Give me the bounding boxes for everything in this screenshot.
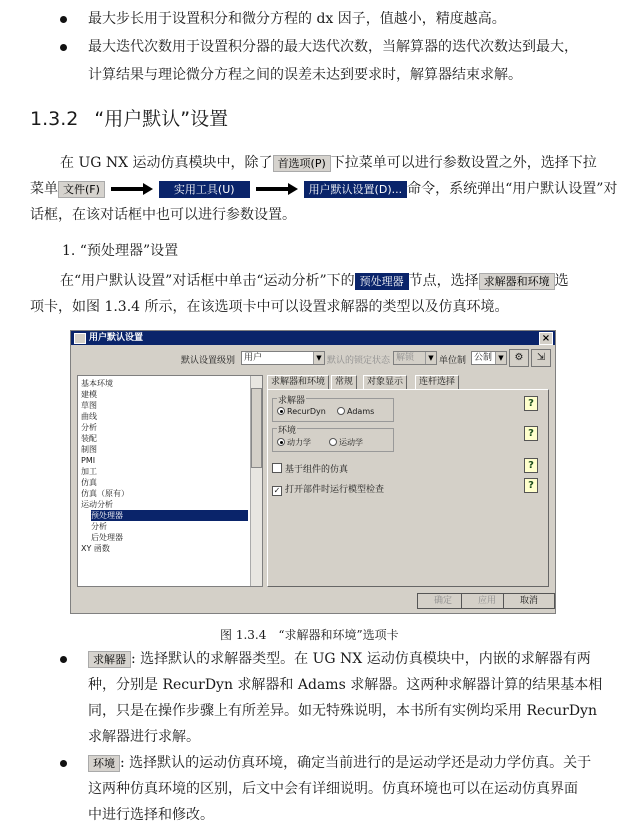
tree-item[interactable]: 分析 — [81, 423, 97, 432]
tree-item[interactable]: 装配 — [81, 434, 97, 443]
bullet-text: 环境 : 选择默认的运动仿真环境，确定当前进行的是运动学还是动力学仿真。关于 — [88, 754, 591, 772]
env-group — [272, 428, 394, 452]
help-icon[interactable]: ? — [524, 478, 538, 493]
checkbox[interactable]: ✓ — [273, 486, 281, 495]
tree-item[interactable]: 基本环境 — [81, 379, 113, 388]
apply-button[interactable]: 应用 — [461, 593, 513, 609]
tree-item[interactable]: PMI — [81, 456, 96, 465]
check-component-sim[interactable]: 基于组件的仿真 — [272, 462, 348, 475]
intro-line-3: 话框，在该对话框中也可以进行参数设置。 — [30, 207, 296, 223]
section-heading — [30, 104, 228, 131]
tree-item[interactable]: 曲线 — [81, 412, 97, 421]
level-label: 默认设置级别 — [181, 356, 236, 366]
checkbox[interactable] — [272, 463, 282, 473]
term-chip-environment: 环境 — [88, 755, 120, 772]
bullet-dot — [60, 760, 67, 767]
bullet-text: 求解器 : 选择默认的求解器类型。在 UG NX 运动仿真模块中，内嵌的求解器有两 — [88, 650, 591, 668]
radio-button[interactable] — [337, 407, 345, 415]
term-chip-solver: 求解器 — [88, 651, 131, 668]
bullet-dot — [60, 656, 67, 663]
section-title: “用户默认”设置 — [94, 108, 229, 130]
bullet-text: 最大步长用于设置积分和微分方程的 dx 因子，值越小，精度越高。 — [88, 11, 506, 27]
tree-item[interactable]: 制图 — [81, 445, 97, 454]
tab-solver-env[interactable]: 求解器和环境 — [267, 375, 329, 390]
intro-line-2: 菜单 文件(F) 实用工具(U) 用户默认设置(D)... 命令，系统弹出“用户默认设置”对 — [30, 181, 618, 197]
radio-adams[interactable]: Adams — [337, 407, 374, 416]
para2-line-1: 在“用户默认设置”对话框中单击“运动分析”下的 预处理器 节点，选择 求解器和环境 选 — [60, 273, 569, 289]
chevron-down-icon: ▼ — [495, 352, 506, 364]
user-defaults-dialog — [70, 330, 556, 614]
figure-caption: 图 1.3.4 “求解器和环境”选项卡 — [220, 628, 399, 642]
radio-button[interactable] — [277, 407, 285, 415]
tree-item[interactable]: 建模 — [81, 390, 97, 399]
check-model-check[interactable]: ✓ 打开部件时运行模型检查 — [273, 485, 385, 495]
bullet-text-cont: 同，只是在操作步骤上有所差异。如无特殊说明，本书所有实例均采用 RecurDyn — [88, 703, 597, 719]
settings-button[interactable]: ⚙ — [509, 349, 529, 367]
tab-panel — [267, 389, 549, 587]
radio-kinematics[interactable]: 运动学 — [329, 437, 363, 448]
intro-line-1: 在 UG NX 运动仿真模块中，除了 首选项(P) 下拉菜单可以进行参数设置之外，选择下拉 — [60, 155, 597, 171]
chevron-down-icon: ▼ — [425, 352, 436, 364]
radio-dynamics[interactable]: 动力学 — [277, 437, 311, 448]
tab-link-select[interactable]: 连杆选择 — [415, 375, 459, 390]
tab-chip-solver-env: 求解器和环境 — [479, 273, 555, 290]
para2-line-2: 项卡，如图 1.3.4 所示，在该选项卡中可以设置求解器的类型以及仿真环境。 — [30, 299, 509, 315]
radio-button[interactable] — [329, 438, 337, 446]
dialog-title: 用户默认设置 — [89, 333, 144, 343]
tree-item[interactable]: 分析 — [91, 522, 107, 531]
menu-chip-preferences: 首选项(P) — [273, 155, 331, 172]
menu-chip-file: 文件(F) — [58, 181, 105, 198]
lock-label: 默认的锁定状态 — [327, 356, 391, 366]
category-tree[interactable] — [77, 375, 263, 587]
tree-item[interactable]: 加工 — [81, 467, 97, 476]
radio-button[interactable] — [277, 438, 285, 446]
ok-button[interactable]: 确定 — [417, 593, 469, 609]
level-select[interactable]: 用户 ▼ — [241, 351, 325, 365]
menu-chip-utilities: 实用工具(U) — [159, 181, 250, 198]
bullet-text: 最大迭代次数用于设置积分器的最大迭代次数，当解算器的迭代次数达到最大， — [88, 39, 578, 55]
tab-object-display[interactable]: 对象显示 — [363, 375, 407, 390]
bullet-text-cont: 这两种仿真环境的区别，后文中会有详细说明。仿真环境也可以在运动仿真界面 — [88, 781, 578, 797]
export-button[interactable]: ⇲ — [531, 349, 551, 367]
tree-item-preprocessor[interactable]: 预处理器 — [91, 510, 248, 521]
bullet-text-cont: 中进行选择和修改。 — [88, 807, 214, 823]
bullet-text-cont: 种，分别是 RecurDyn 求解器和 Adams 求解器。这两种求解器计算的结果基本相 — [88, 677, 603, 693]
help-icon[interactable]: ? — [524, 458, 538, 473]
menu-chip-user-defaults: 用户默认设置(D)... — [304, 181, 408, 198]
cancel-button[interactable]: 取消 — [503, 593, 555, 609]
bullet-text-cont: 计算结果与理论微分方程之间的误差未达到要求时，解算器结束求解。 — [88, 67, 522, 83]
tree-item[interactable]: 草图 — [81, 401, 97, 410]
bullet-dot — [60, 16, 67, 23]
bullet-text-cont: 求解器进行求解。 — [88, 729, 200, 745]
tree-scrollbar[interactable] — [250, 376, 262, 586]
env-group-title: 环境 — [277, 423, 297, 436]
radio-recurdyn[interactable]: RecurDyn — [277, 407, 326, 416]
subsection-heading: 1. “预处理器”设置 — [62, 243, 179, 259]
tree-item[interactable]: 运动分析 — [81, 500, 113, 509]
solver-group — [272, 398, 394, 422]
tree-item[interactable]: XY 函数 — [81, 544, 110, 553]
help-icon[interactable]: ? — [524, 426, 538, 441]
solver-group-title: 求解器 — [277, 393, 306, 406]
arrow-icon — [256, 183, 298, 195]
scrollbar-thumb[interactable] — [251, 388, 262, 468]
unit-select[interactable]: 公制 ▼ — [471, 351, 507, 365]
bullet-dot — [60, 44, 67, 51]
tree-item[interactable]: 后处理器 — [91, 533, 123, 542]
unit-label: 单位制 — [439, 356, 467, 366]
help-icon[interactable]: ? — [524, 396, 538, 411]
chevron-down-icon: ▼ — [313, 352, 324, 364]
section-number: 1.3.2 — [30, 108, 79, 130]
close-icon[interactable]: × — [539, 332, 553, 345]
app-icon — [74, 333, 86, 344]
tab-general[interactable]: 常规 — [331, 375, 357, 390]
tree-item[interactable]: 仿真 — [81, 478, 97, 487]
lock-select[interactable]: 解锁 ▼ — [393, 351, 437, 365]
tree-item[interactable]: 仿真（原有） — [81, 489, 129, 498]
dialog-titlebar[interactable] — [71, 331, 555, 345]
node-chip-preprocessor: 预处理器 — [355, 273, 409, 290]
arrow-icon — [111, 183, 153, 195]
